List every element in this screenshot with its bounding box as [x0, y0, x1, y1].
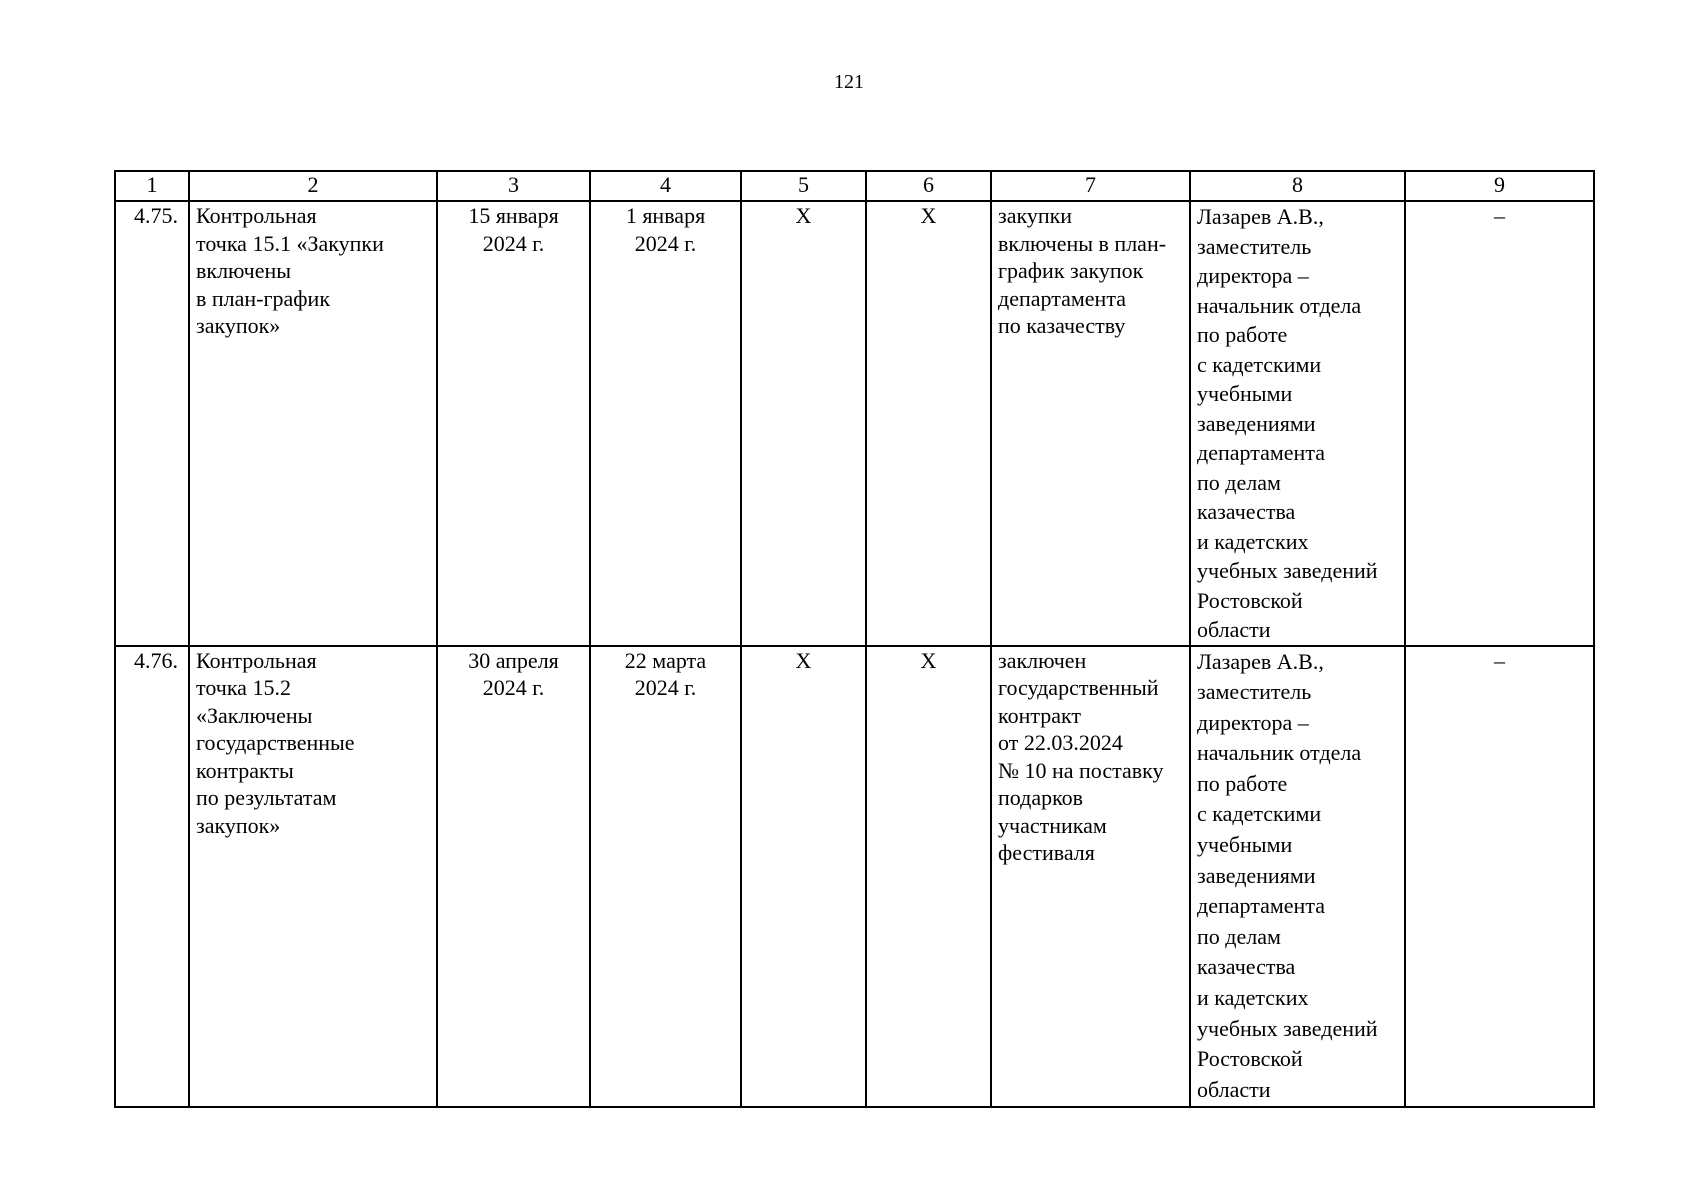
result-cell	[991, 646, 1190, 1107]
header-cell: 8	[1190, 171, 1405, 201]
result-text: закупки включены в план- график закупок департамента по казачеству	[998, 203, 1167, 338]
col5-value: Х	[795, 647, 812, 673]
event-name: Контрольная точка 15.2 «Заключены государственные контракты по результатам закупок»	[196, 647, 355, 838]
result-cell	[991, 201, 1190, 646]
planned-date: 15 января 2024 г.	[468, 203, 559, 256]
actual-date-cell	[590, 646, 741, 1107]
planned-date-cell	[437, 201, 590, 646]
header-cell: 5	[741, 171, 866, 201]
table-row	[115, 201, 1594, 646]
header-cell: 1	[115, 171, 189, 201]
actual-date: 1 января 2024 г.	[625, 203, 706, 256]
responsible-text: Лазарев А.В., заместитель директора – начальник отдела по работе с кадетскими учебными заведениями департамента по делам казачества и кадетских учебных заведений Ростовской области	[1197, 204, 1378, 642]
responsible-cell	[1190, 646, 1405, 1107]
col6-cell	[866, 201, 991, 646]
col9-value: –	[1494, 647, 1505, 673]
responsible-text: Лазарев А.В., заместитель директора – начальник отдела по работе с кадетскими учебными заведениями департамента по делам казачества и кадетских учебных заведений Ростовской области	[1197, 648, 1378, 1102]
row-number: 4.76.	[134, 647, 178, 673]
responsible-cell	[1190, 201, 1405, 646]
col6-value: Х	[920, 647, 937, 673]
col5-value: Х	[795, 203, 812, 228]
row-number-cell	[115, 201, 189, 646]
header-cell: 4	[590, 171, 741, 201]
control-points-table	[114, 170, 1595, 1108]
col5-cell	[741, 201, 866, 646]
header-cell: 9	[1405, 171, 1594, 201]
header-cell: 7	[991, 171, 1190, 201]
col9-cell	[1405, 646, 1594, 1107]
row-number-cell	[115, 646, 189, 1107]
result-text: заключен государственный контракт от 22.03.2024 № 10 на поставку подарков участникам фестиваля	[998, 647, 1164, 865]
header-cell: 2	[189, 171, 437, 201]
col6-cell	[866, 646, 991, 1107]
header-cell: 6	[866, 171, 991, 201]
header-row	[115, 171, 1594, 201]
actual-date-cell	[590, 201, 741, 646]
col5-cell	[741, 646, 866, 1107]
table-row	[115, 646, 1594, 1107]
header-cell: 3	[437, 171, 590, 201]
col9-value: –	[1494, 203, 1505, 228]
planned-date: 30 апреля 2024 г.	[468, 647, 559, 700]
event-name-cell	[189, 646, 437, 1107]
col9-cell	[1405, 201, 1594, 646]
row-number: 4.75.	[134, 203, 178, 228]
actual-date: 22 марта 2024 г.	[624, 647, 707, 700]
event-name-cell	[189, 201, 437, 646]
planned-date-cell	[437, 646, 590, 1107]
event-name: Контрольная точка 15.1 «Закупки включены в план-график закупок»	[196, 203, 384, 338]
col6-value: Х	[920, 203, 937, 228]
page-number: 121	[834, 71, 864, 93]
